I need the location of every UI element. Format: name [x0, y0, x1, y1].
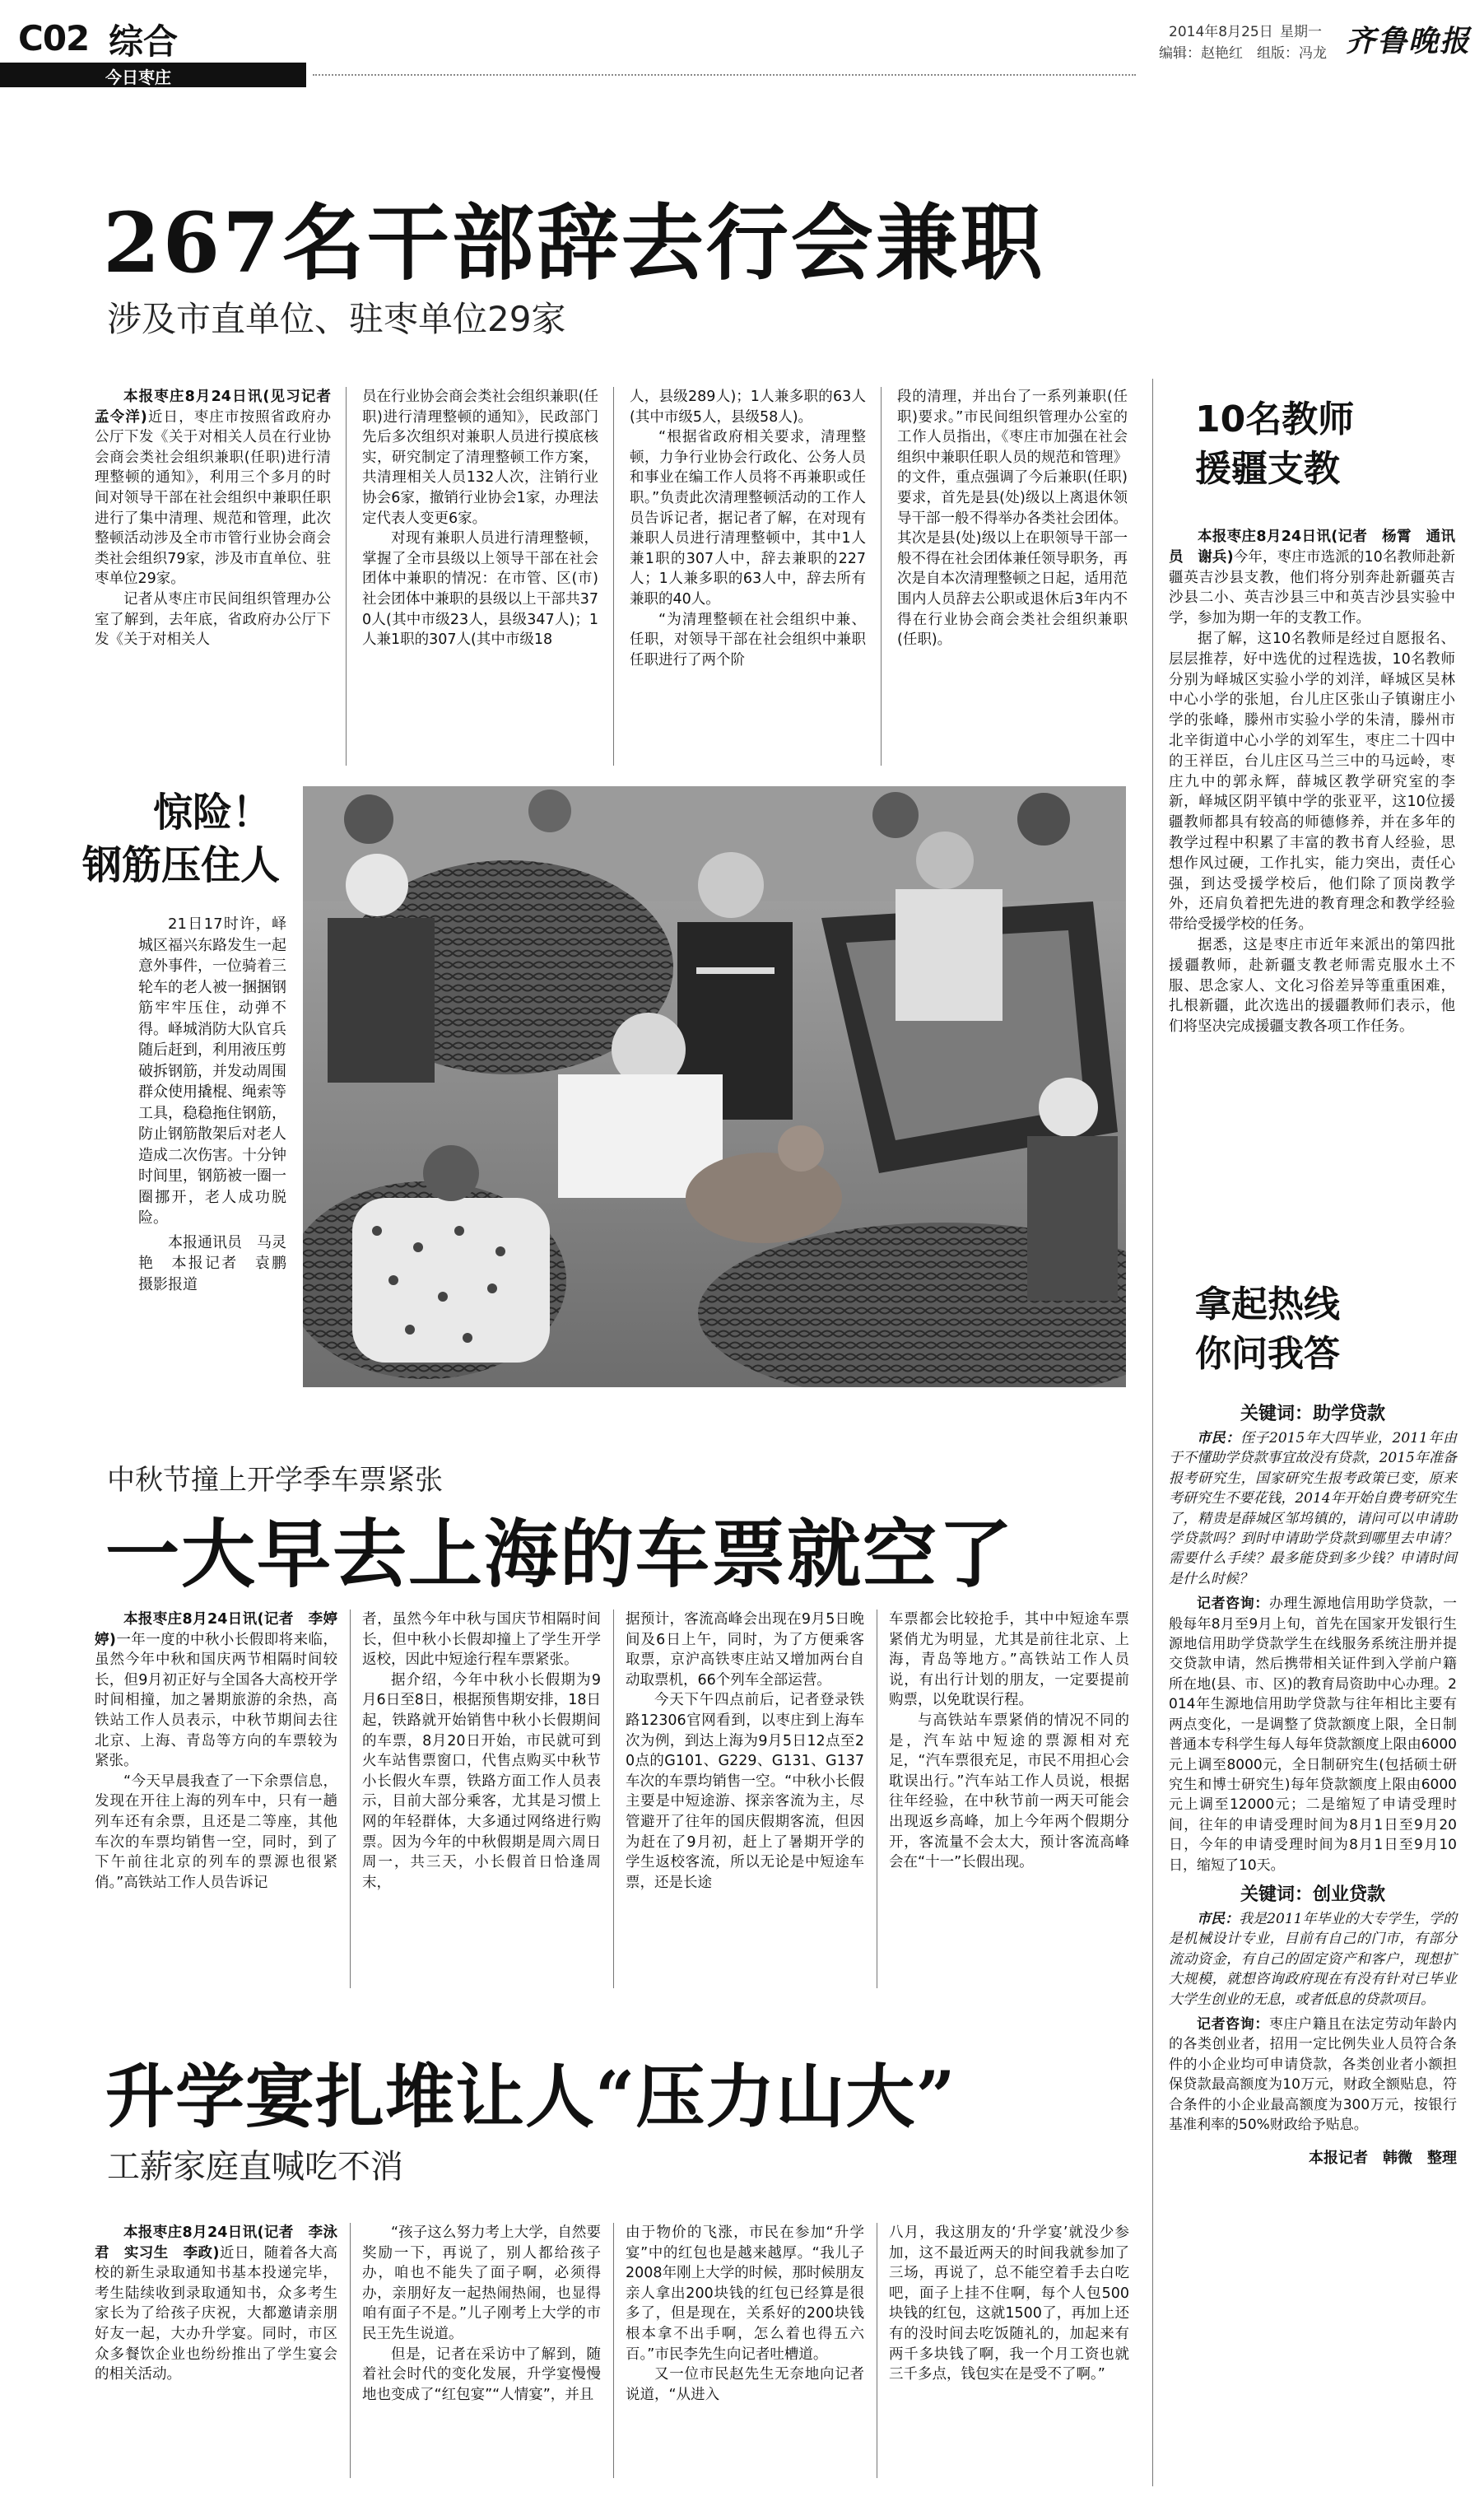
story4-col3: 据预计，客流高峰会出现在9月5日晚间及6日上午，同时，为了方便乘客取票，京沪高铁枣庄站又增加两台自动取票机，66个列车全部运营。 今天下午四点前后，记者登录铁路12306官网看到，以枣庄到上海车次为例，到达上海为9月5日12点至20点的G101、G229、G131、G137车次的车票均销售一空。“中秋小长假主要是中短途游、探亲客流为主，尽管避开了往年的国庆假期客流，但因为赶在了9月初，赶上了暑期开学的学生返校客流，所以无论是中短途车票，还是长途: [626, 1611, 864, 1891]
story3-headline-line1: 10名教师: [1195, 398, 1355, 440]
story1-col2: 员在行业协会商会类社会组织兼职(任职)进行清理整顿的通知》，民政部门先后多次组织对兼职人员进行摸底核实，研究制定了清理整顿工作方案，共清理相关人员132人次，注销行业协会6家，撤销行业协会1家，办理法定代表人变更6家。 对现有兼职人员进行清理整顿，掌握了全市县级以上领导干部在社会团体中兼职的情况：在市管、区(市)社会团体中兼职的县级以上干部共370人(其中市级23人，县级347人)；1人兼1职的307人(其中市级18: [362, 389, 598, 649]
editor-line: 编辑：赵艳红 组版：冯龙: [1159, 45, 1327, 62]
story5-headline: [1195, 1280, 1340, 1379]
keyword-startup-loan: 关键词：创业贷款: [1240, 1884, 1385, 1905]
right-column-rule: [1152, 379, 1153, 2486]
story1-subhead: 涉及市直单位、驻枣单位29家: [107, 299, 566, 339]
story6-dateline: 本报枣庄8月24日讯(记者 李泳君 实习生 李政): [95, 2224, 337, 2262]
news-photo: [303, 786, 1126, 1387]
story4-dateline: 本报枣庄8月24日讯(记者 李婷婷): [95, 1611, 337, 1648]
subsection-title: 今日枣庄: [105, 68, 171, 87]
issue-date: 2014年8月25日: [1169, 24, 1273, 40]
story4-col1: 本报枣庄8月24日讯(记者 李婷婷)一年一度的中秋小长假即将来临，虽然今年中秋和国庆两节相隔时间较长，但9月初正好与全国各大高校开学时间相撞，加之暑期旅游的余热，高铁站工作人员表示，中秋节期间去往北京、上海、青岛等方向的车票较为紧张。 “今天早晨我查了一下余票信息，发现在开往上海的列车中，只有一趟列车还有余票，且还是二等座，其他车次的车票均销售一空，同时，到了下午前往北京的列车的票源也很紧俏。”高铁站工作人员告诉记: [95, 1611, 337, 1891]
story3-headline-line2: 援疆支教: [1195, 448, 1340, 490]
keyword-student-loan: 关键词：助学贷款: [1240, 1404, 1385, 1424]
paper-logo: 齐鲁晚报: [1346, 24, 1472, 58]
story5-headline-line2: 你问我答: [1195, 1333, 1340, 1375]
story4-col2: 者，虽然今年中秋与国庆节相隔时间长，但中秋小长假却撞上了学生开学返校，因此中短途行程车票紧张。 据介绍，今年中秋小长假期为9月6日至8日，根据预售期安排，18日起，铁路就开始销售中秋小长假期间的车票，8月20日开始，市民就可到火车站售票窗口，代售点购买中秋节小长假火车票，铁路方面工作人员表示，目前大部分乘客，尤其是习惯上网的年轻群体，大多通过网络进行购票。因为今年的中秋假期是周六周日周一，共三天，小长假首日恰逢周末，: [362, 1611, 601, 1891]
col-rule: [350, 2223, 351, 2478]
story2-headline-line2: 钢筋压住人: [81, 842, 280, 888]
page-code: C02: [18, 18, 90, 58]
story6-col1: 本报枣庄8月24日讯(记者 李泳君 实习生 李政)近日，随着各大高校的新生录取通知书基本投递完毕，考生陆续收到录取通知书，众多考生家长为了给孩子庆祝，大都邀请亲朋好友一起，大办升学宴。同时，市区众多餐饮企业也纷纷推出了学生宴会的相关活动。: [95, 2224, 337, 2383]
story2-headline: [33, 786, 280, 892]
col-rule: [613, 2223, 614, 2478]
col-rule: [346, 387, 347, 766]
story6-subhead: 工薪家庭直喊吃不消: [107, 2148, 403, 2186]
story1-col3: 人，县级289人)；1人兼多职的63人(其中市级5人，县级58人)。 “根据省政府相关要求，清理整顿，力争行业协会行政化、公务人员和事业在编工作人员将不再兼职或任职。”负责此次清理整顿活动的工作人员告诉记者，据记者了解，在对现有兼职人员进行清理整顿中，其中1人兼1职的307人中，辞去兼职的227人；1人兼多职的63人中，辞去所有兼职的40人。 “为清理整顿在社会组织中兼、任职，对领导干部在社会组织中兼职任职进行了两个阶: [630, 389, 866, 669]
dotted-rule: [313, 74, 1136, 76]
col-rule: [881, 387, 882, 766]
story3-body: 本报枣庄8月24日讯(记者 杨霄 通讯员 谢兵)今年，枣庄市选派的10名教师赴新疆英吉沙县支教，他们将分别奔赴新疆英吉沙县二小、英吉沙县三中和英吉沙县实验中学，参加为期一年的支教工作。 据了解，这10名教师是经过自愿报名、层层推荐，好中选优的过程选拔，10名教师分别为峄城区实验小学的刘洋，峄城区吴林中心小学的张旭，台儿庄区张山子镇谢庄小学的张峰，滕州市实验小学的朱清，滕州市北辛街道中心小学的刘军生，枣庄二十四中的王祥臣，台儿庄区马兰三中的马远岭，枣庄九中的郭永辉，薛城区教学研究室的李新，峄城区阴平镇中学的张亚平，这10位援疆教师都具有较高的师德修养，并在多年的教学过程中积累了丰富的教书育人经验，思想作风过硬，工作扎实，能力突出，责任心强，到达受援学校后，他们除了顶岗教学外，还肩负着把先进的教育理念和教学经验带给受援学校的任务。 据悉，这是枣庄市近年来派出的第四批援疆教师，赴新疆支教老师需克服水土不服、思念家人、文化习俗差异等重重困难，扎根新疆，此次选出的援疆教师们表示，他们将坚决完成援疆支教各项工作任务。: [1169, 529, 1455, 1036]
col-rule: [350, 1610, 351, 1988]
story1-headline: 267名干部辞去行会兼职: [103, 194, 1045, 291]
issue-weekday: 星期一: [1280, 24, 1322, 40]
story3-dateline: 本报枣庄8月24日讯(记者 杨霄 通讯员 谢兵): [1169, 529, 1455, 566]
story5-byline: 本报记者 韩微 整理: [1309, 2150, 1457, 2168]
story3-headline: [1195, 395, 1354, 494]
story1-col4: 段的清理，并出台了一系列兼职(任职)要求。”市民间组织管理办公室的工作人员指出，《枣庄市加强在社会组织中兼职任职人员的规范和管理》的文件，重点强调了今后兼职(任职)要求，首先是县(处)级以上离退休领导干部一般不得举办各类社会团体。其次是县(处)级以上在职领导干部一般不得在社会团体兼任领导职务，再次是自本次清理整顿之日起，适用范围内人员辞去公职或退休后3年内不得在行业协会商会类社会组织兼职(任职)。: [897, 389, 1128, 649]
section-title: 综合: [109, 21, 179, 62]
story4-headline: 一大早去上海的车票就空了: [105, 1511, 1014, 1598]
col-rule: [613, 387, 614, 766]
story5-headline-line1: 拿起热线: [1195, 1283, 1340, 1325]
story5-body: 关键词：助学贷款 市民：侄子2015年大四毕业，2011年由于不懂助学贷款事宜故没有贷款，2015年准备报考研究生，国家研究生报考政策已变，原来考研究生不要花钱，2014年开始自费考研究生了，精贵是薛城区邹坞镇的，请问可以申请助学贷款吗？到时申请助学贷款到哪里去申请？需要什么手续？最多能贷到多少钱？申请时间是什么时候？ 记者咨询：办理生源地信用助学贷款，一般每年8月至9月上旬，首先在国家开发银行生源地信用助学贷款学生在线服务系统注册并提交贷款申请，然后携带相关证件到入学前户籍所在地(县、市、区)的教育局资助中心办理。2014年生源地信用助学贷款与往年相比主要有两点变化，一是调整了贷款额度上限，全日制普通本专科学生每人每年贷款额度上限由6000元上调至8000元，全日制研究生(包括硕士研究生和博士研究生)每年贷款额度上限由6000元上调至12000元；二是缩短了申请受理时间，往年的申请受理时间为8月1日至9月20日，今年的申请受理时间为8月1日至9月10日，缩短了10天。 关键词：创业贷款 市民：我是2011年毕业的大专学生，学的是机械设计专业，目前有自己的门市，有部分流动资金，有自己的固定资产和客户，现想扩大规模，就想咨询政府现在有没有针对已毕业大学生创业的无息，或者低息的贷款项目。 记者咨询：枣庄户籍且在法定劳动年龄内的各类创业者，招用一定比例失业人员符合条件的小企业均可申请贷款，各类创业者小额担保贷款最高额度为10万元，财政全额贴息，符合条件的小企业最高额度为300万元，按银行基准利率的50%财政给予贴息。 本报记者 韩微 整理: [1169, 1400, 1457, 2168]
story4-kicker: 中秋节撞上开学季车票紧张: [107, 1464, 443, 1497]
story6-col2: “孩子这么努力考上大学，自然要奖励一下，再说了，别人都给孩子办，咱也不能失了面子啊，必须得办，亲朋好友一起热闹热闹，也显得咱有面子不是。”儿子刚考上大学的市民王先生说道。 但是，记者在采访中了解到，随着社会时代的变化发展，升学宴慢慢地也变成了“红包宴”“人情宴”，并且: [362, 2224, 601, 2403]
story2-headline-line1: 惊险！: [152, 790, 272, 836]
story6-col3: 由于物价的飞涨，市民在参加“升学宴”中的红包也是越来越厚。“我儿子2008年刚上大学的时候，那时候朋友亲人拿出200块钱的红包已经算是很多了，但是现在，关系好的200块钱根本拿不出手啊，怎么着也得五六百。”市民李先生向记者吐槽道。 又一位市民赵先生无奈地向记者说道，“从进入: [626, 2224, 864, 2403]
col-rule: [613, 1610, 614, 1988]
story6-headline: 升学宴扎堆让人“压力山大”: [105, 2056, 956, 2137]
story2-body: 21日17时许，峄城区福兴东路发生一起意外事件，一位骑着三轮车的老人被一捆捆钢筋牢牢压住，动弹不得。峄城消防大队官兵随后赶到，利用液压剪破拆钢筋，并发动周围群众使用撬棍、绳索等工具，稳稳拖住钢筋，防止钢筋散架后对老人造成二次伤害。十分钟时间里，钢筋被一圈一圈挪开，老人成功脱险。 本报通讯员 马灵艳 本报记者 袁鹏 摄影报道: [138, 915, 301, 1293]
story1-dateline: 本报枣庄8月24日讯(见习记者 孟令洋): [95, 389, 346, 426]
story6-col4: 八月，我这朋友的‘升学宴’就没少参加，这不最近两天的时间我就参加了三场，再说了，总不能空着手去白吃吧，面子上挂不住啊，每个人包500块钱的红包，这就1500了，再加上还有的没时间去吃饭随礼的，加起来有两千多块钱了啊，我一个月工资也就三千多点，钱包实在是受不了啊。”: [889, 2224, 1129, 2383]
photo-illustration: [303, 786, 1126, 1387]
story1-col1: 本报枣庄8月24日讯(见习记者 孟令洋)近日，枣庄市按照省政府办公厅下发《关于对相关人员在行业协会商会类社会组织兼职(任职)进行清理整顿的通知》，利用三个多月的时间对领导干部在社会组织中兼职任职进行了集中清理、规范和管理，此次整顿活动涉及全市市管行业协会商会类社会组织79家，涉及市直单位、驻枣单位29家。 记者从枣庄市民间组织管理办公室了解到，去年底，省政府办公厅下发《关于对相关人: [95, 389, 346, 649]
story4-col4: 车票都会比较抢手，其中中短途车票紧俏尤为明显，尤其是前往北京、上海，青岛等地方。”高铁站工作人员说，有出行计划的朋友，一定要提前购票，以免耽误行程。 与高铁站车票紧俏的情况不同的是，汽车站中短途的票源相对充足，“汽车票很充足，市民不用担心会耽误出行。”汽车站工作人员说，根据往年经验，在中秋节前一两天可能会出现返乡高峰，加上今年两个假期分开，客流量不会太大，预计客流高峰会在“十一”长假出现。: [889, 1611, 1129, 1871]
masthead: [0, 0, 1484, 91]
